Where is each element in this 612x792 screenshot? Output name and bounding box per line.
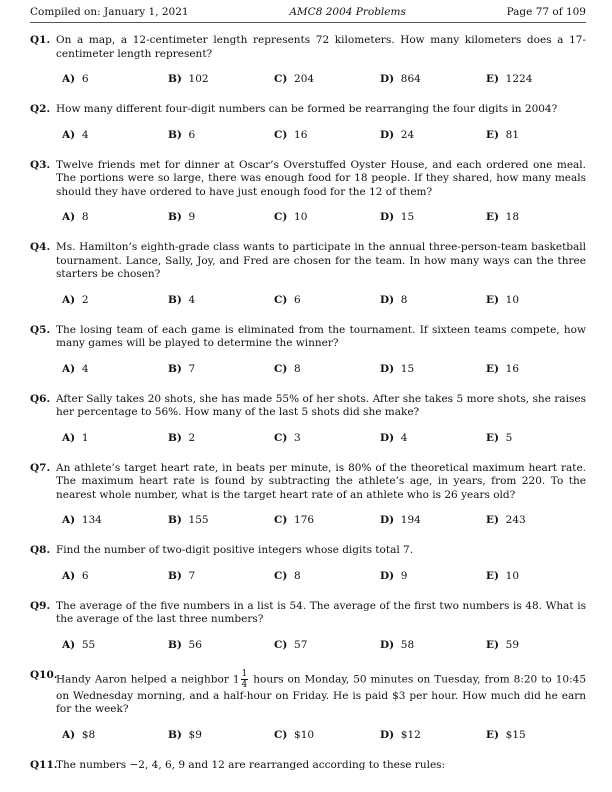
choice-c: C) 204 <box>274 73 315 85</box>
answer-choices <box>62 211 586 223</box>
problem-q10 <box>30 669 586 741</box>
choice-b: B) 7 <box>168 569 196 582</box>
choice-b: B) 7 <box>168 362 196 375</box>
choice-b: B) 155 <box>168 514 209 526</box>
question-text: On a map, a 12-centimeter length represents 72 kilometers. How many kilometers does a 17-centimeter length represent? <box>56 34 586 60</box>
question-text: Ms. Hamilton’s eighth-grade class wants to participate in the annual three-person-team basketball tournament. Lance, Sally, Joy, and Fred are chosen for the team. In how many ways can the three starters be chosen? <box>56 241 586 280</box>
answer-choices <box>62 363 586 375</box>
choice-b: B) 2 <box>168 431 196 444</box>
choice-c: C) 176 <box>274 514 315 526</box>
question-text: Handy Aaron helped a neighbor 1 $\frac{1}{4}$ hours on Monday, 50 minutes on Tuesday, from 8:20 to 10:45 on Wednesday morning, and a half-hour on Friday. He is paid $3 per hour. How much did he earn for the week? <box>56 668 586 715</box>
choice-c: C) 8 <box>274 362 301 375</box>
choice-e: E) 59 <box>486 638 520 651</box>
question-text: The losing team of each game is eliminated from the tournament. If sixteen teams compete, how many games will be played to determine the winner? <box>56 323 586 349</box>
choice-d: D) 194 <box>380 514 421 526</box>
choice-d: D) 24 <box>380 128 415 141</box>
choice-b: B) 4 <box>168 293 196 306</box>
answer-choices <box>62 570 586 582</box>
question-label: Q9. <box>30 599 51 612</box>
question-label: Q8. <box>30 544 51 556</box>
choice-c: C) 3 <box>274 431 301 444</box>
choice-b: B) 9 <box>168 211 196 223</box>
answer-choices <box>62 729 586 741</box>
question-text: How many different four-digit numbers can be formed be rearranging the four digits in 2004? <box>56 103 558 115</box>
question-text: An athlete’s target heart rate, in beats per minute, is 80% of the theoretical maximum heart rate. The maximum heart rate is found by subtracting the athlete’s age, in years, from 220. To the nearest whole number, what is the target heart rate of an athlete who is 26 years old? <box>56 461 586 501</box>
question-text: The numbers −2, 4, 6, 9 and 12 are rearranged according to these rules: <box>56 758 446 771</box>
choice-d: D) 8 <box>380 293 408 306</box>
choice-e: E) 16 <box>486 362 520 375</box>
choice-a: A) 6 <box>62 569 89 582</box>
choice-b: B) 102 <box>168 73 209 85</box>
choice-d: D) 864 <box>380 73 421 85</box>
question-label: Q4. <box>30 241 51 253</box>
choice-b: B) 6 <box>168 128 196 141</box>
page-number: Page 77 of 109 <box>506 6 586 18</box>
choice-c: C) 10 <box>274 211 308 223</box>
choice-d: D) 15 <box>380 211 415 223</box>
choice-e: E) 5 <box>486 431 513 444</box>
choice-e: E) 10 <box>486 293 520 306</box>
choice-a: A) 4 <box>62 362 89 375</box>
choice-d: D) 4 <box>380 431 408 444</box>
problem-q2 <box>30 103 586 141</box>
question-text: Twelve friends met for dinner at Oscar’s Overstuffed Oyster House, and each ordered one meal. The portions were so large, there was enough food for 18 people. If they shared, how many meals should they have ordered to have just enough food for the 12 of them? <box>56 158 586 198</box>
problem-q6 <box>30 393 586 444</box>
answer-choices <box>62 432 586 444</box>
choice-a: A) 6 <box>62 73 89 85</box>
choice-a: A) $8 <box>62 728 96 741</box>
choice-b: B) 56 <box>168 638 202 651</box>
problem-q5 <box>30 324 586 375</box>
mixed-number-fraction: $\frac{1}{4}$ <box>241 668 248 690</box>
answer-choices <box>62 514 586 526</box>
answer-choices <box>62 294 586 306</box>
choice-c: C) $10 <box>274 728 315 741</box>
choice-e: E) $15 <box>486 728 526 741</box>
problem-q1 <box>30 34 586 85</box>
choice-a: A) 2 <box>62 293 89 306</box>
compiled-date: Compiled on: January 1, 2021 <box>30 6 189 18</box>
question-label: Q11. <box>30 758 58 771</box>
choice-c: C) 57 <box>274 638 308 651</box>
choice-d: D) 58 <box>380 638 415 651</box>
choice-a: A) 1 <box>62 431 89 444</box>
choice-e: E) 1224 <box>486 73 533 85</box>
question-label: Q7. <box>30 461 51 474</box>
question-label: Q1. <box>30 34 51 46</box>
answer-choices <box>62 639 586 651</box>
problem-q11 <box>30 759 586 773</box>
choice-c: C) 6 <box>274 293 301 306</box>
problem-q4 <box>30 241 586 306</box>
choice-d: D) 9 <box>380 569 408 582</box>
choice-e: E) 243 <box>486 514 526 526</box>
choice-d: D) 15 <box>380 362 415 375</box>
question-label: Q6. <box>30 392 51 405</box>
problem-q9 <box>30 600 586 651</box>
document-title: AMC8 2004 Problems <box>289 6 406 18</box>
question-text: Find the number of two-digit positive integers whose digits total 7. <box>56 544 414 556</box>
choice-e: E) 18 <box>486 211 520 223</box>
question-label: Q5. <box>30 323 51 336</box>
problem-q3 <box>30 159 586 224</box>
choice-c: C) 8 <box>274 569 301 582</box>
question-text: After Sally takes 20 shots, she has made 55% of her shots. After she takes 5 more shots, she raises her percentage to 56%. How many of the last 5 shots did she make? <box>56 392 586 418</box>
choice-a: A) 4 <box>62 128 89 141</box>
question-text: The average of the five numbers in a list is 54. The average of the first two numbers is 48. What is the average of the last three numbers? <box>56 599 586 625</box>
choice-c: C) 16 <box>274 128 308 141</box>
choice-b: B) $9 <box>168 728 202 741</box>
problem-q8 <box>30 544 586 582</box>
question-label: Q10. <box>30 668 58 681</box>
question-label: Q2. <box>30 103 51 115</box>
choice-a: A) 8 <box>62 211 89 223</box>
choice-d: D) $12 <box>380 728 421 741</box>
problem-list <box>30 34 586 790</box>
answer-choices <box>62 73 586 85</box>
choice-a: A) 55 <box>62 638 96 651</box>
choice-a: A) 134 <box>62 514 102 526</box>
question-label: Q3. <box>30 158 51 171</box>
choice-e: E) 81 <box>486 128 520 141</box>
answer-choices <box>62 129 586 141</box>
page-header <box>30 6 586 23</box>
problem-q7 <box>30 462 586 527</box>
choice-e: E) 10 <box>486 569 520 582</box>
